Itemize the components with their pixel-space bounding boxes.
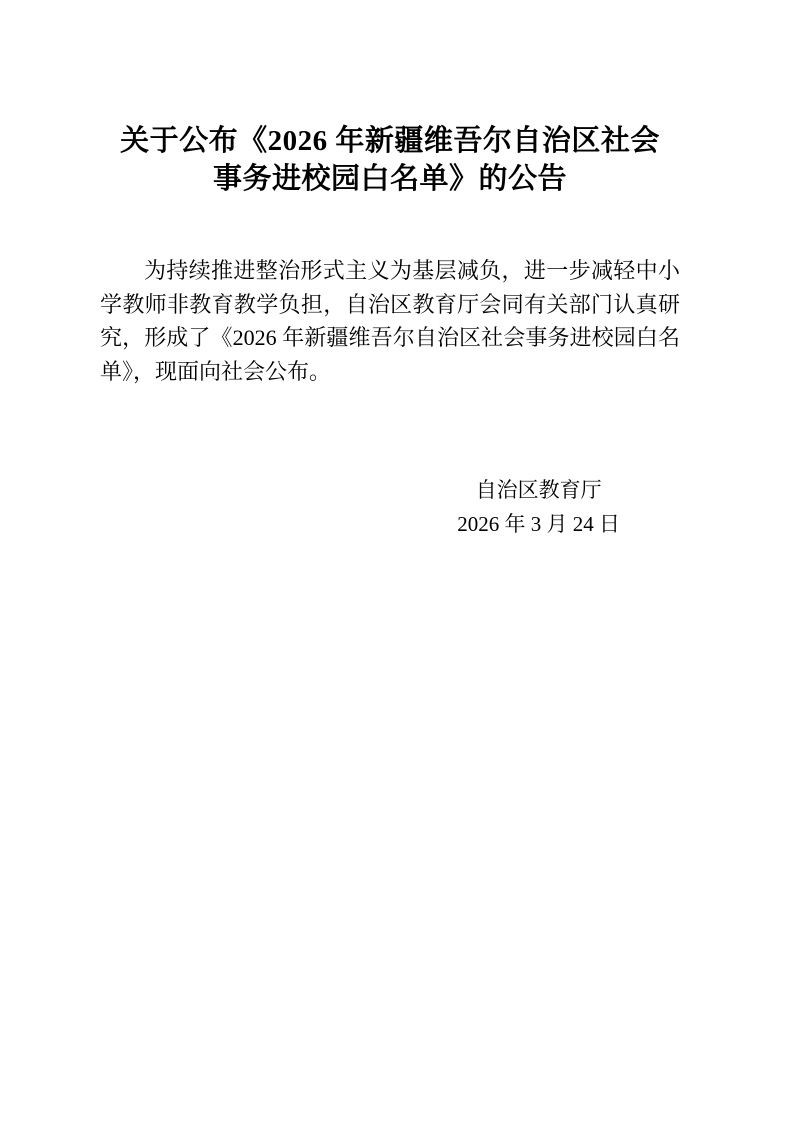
document-title-line-2: 事务进校园白名单》的公告 <box>212 163 567 195</box>
signature-block <box>457 473 620 541</box>
body-paragraph: 为持续推进整治形式主义为基层减负，进一步减轻中小学教师非教育教学负担，自治区教育厅会同有关部门认真研究，形成了《2026 年新疆维吾尔自治区社会事务进校园白名单》，现面向社会公布。 <box>100 258 680 384</box>
document-title <box>100 122 680 198</box>
document-title-line-1: 关于公布《2026 年新疆维吾尔自治区社会 <box>120 125 660 157</box>
issuer-name: 自治区教育厅 <box>475 478 602 502</box>
issue-date: 2026 年 3 月 24 日 <box>457 512 620 536</box>
